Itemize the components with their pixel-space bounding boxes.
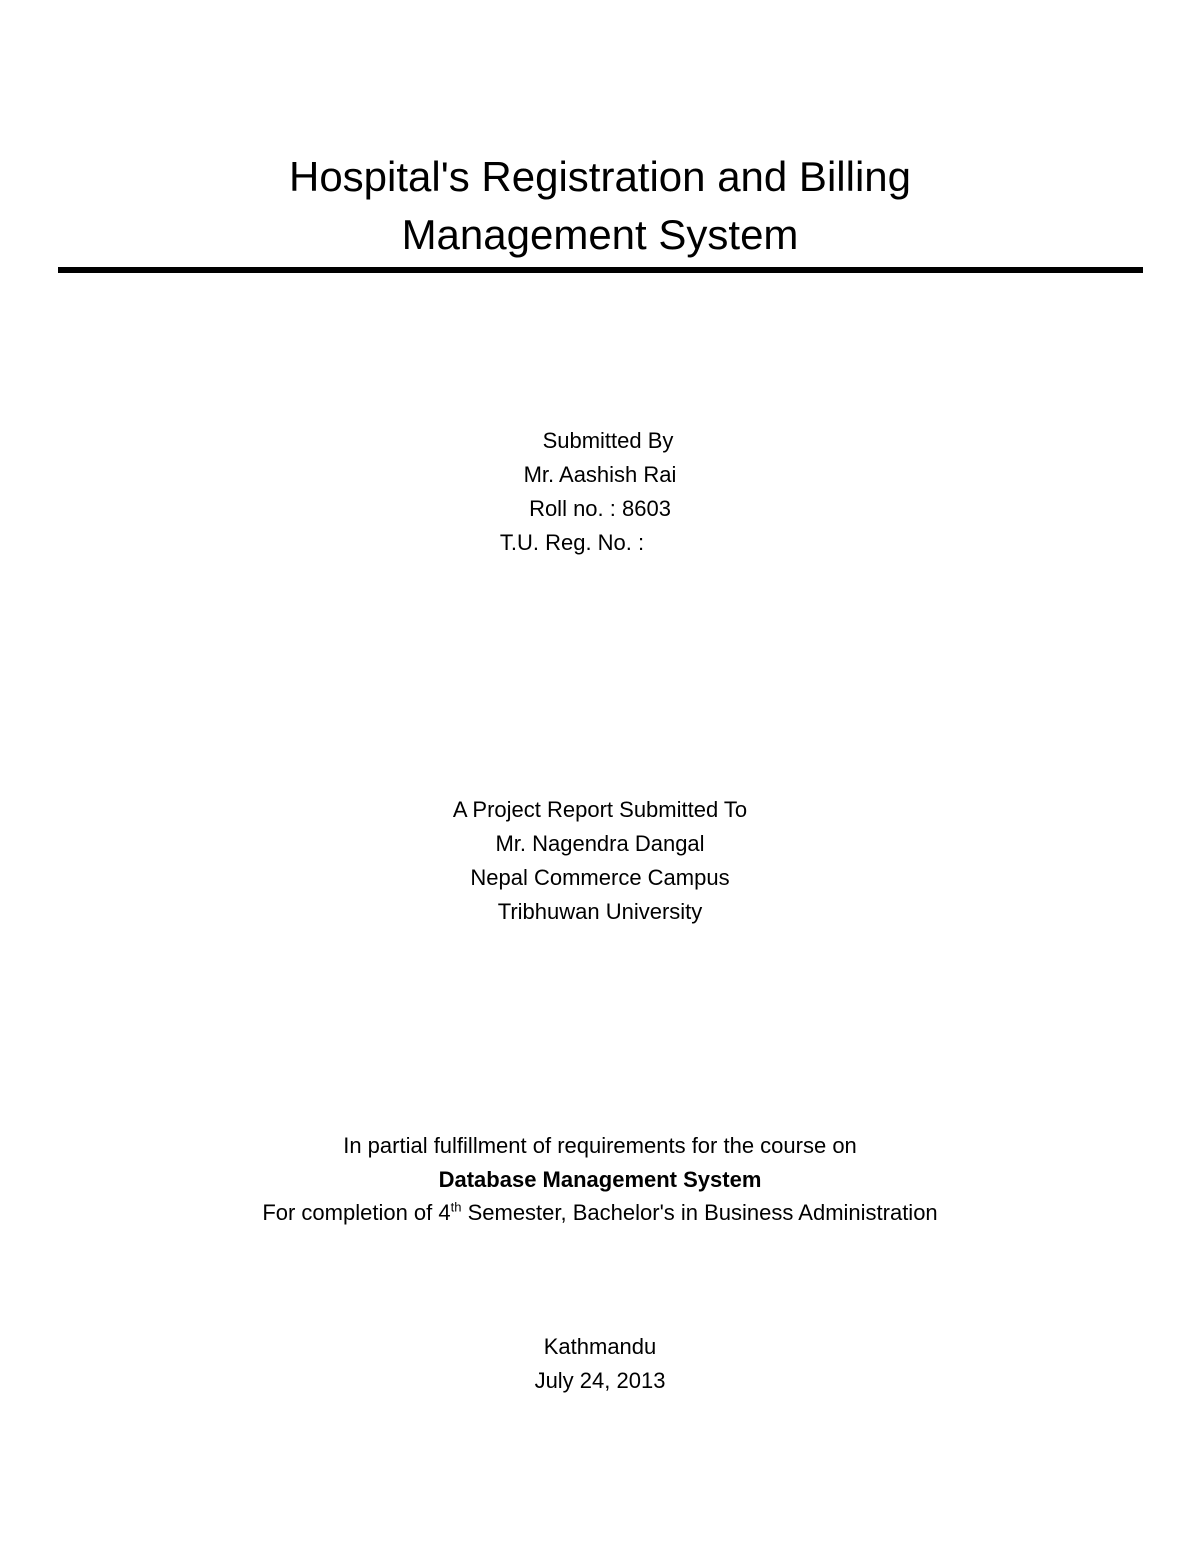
completion-ordinal-suffix: th xyxy=(450,1199,462,1215)
title-line-2: Management System xyxy=(401,211,799,258)
course-name: Database Management System xyxy=(438,1167,762,1192)
fulfillment-line: In partial fulfillment of requirements for the course on xyxy=(343,1133,857,1158)
submitted-to-heading: A Project Report Submitted To xyxy=(452,797,748,822)
submitted-by-heading: Submitted By xyxy=(542,428,674,453)
university-name: Tribhuwan University xyxy=(497,899,703,924)
title-line-1: Hospital's Registration and Billing xyxy=(288,153,911,200)
completion-prefix: For completion of 4 xyxy=(262,1200,451,1225)
place: Kathmandu xyxy=(543,1334,657,1359)
campus-name: Nepal Commerce Campus xyxy=(470,865,730,890)
completion-line xyxy=(0,1198,1200,1228)
tu-reg-number: T.U. Reg. No. : xyxy=(499,530,645,555)
roll-number: Roll no. : 8603 xyxy=(529,496,671,521)
student-name: Mr. Aashish Rai xyxy=(523,462,677,487)
document-title xyxy=(0,148,1200,264)
supervisor-name: Mr. Nagendra Dangal xyxy=(495,831,705,856)
title-divider xyxy=(58,267,1143,273)
completion-suffix: Semester, Bachelor's in Business Administration xyxy=(461,1200,938,1225)
date: July 24, 2013 xyxy=(534,1368,666,1393)
